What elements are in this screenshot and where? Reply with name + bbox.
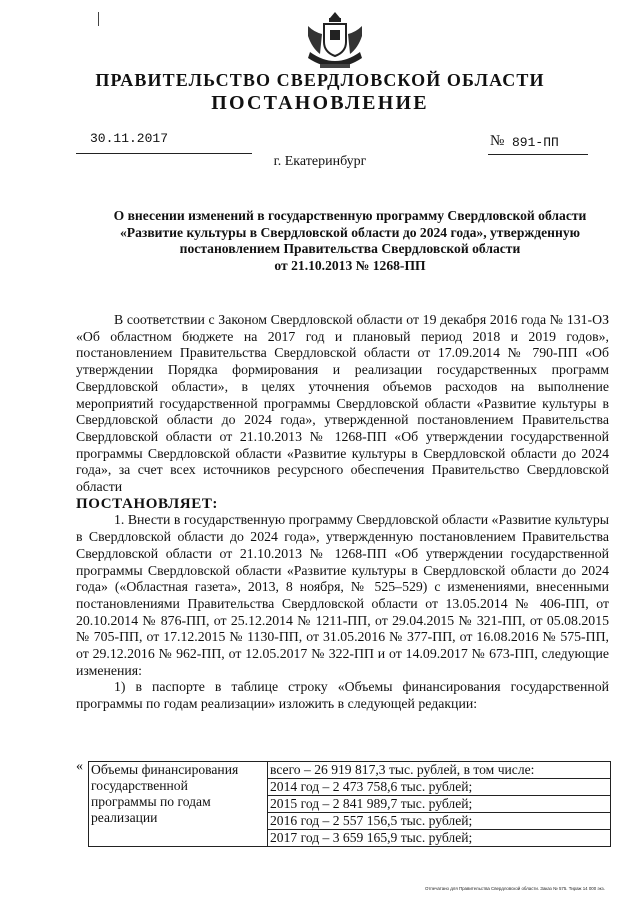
financing-year-cell: 2017 год – 3 659 165,9 тыс. рублей;: [268, 830, 611, 847]
resolves-heading: ПОСТАНОВЛЯЕТ:: [76, 495, 219, 512]
document-date: 30.11.2017: [90, 131, 169, 146]
document-number: 891-ПП: [512, 135, 559, 150]
government-name: ПРАВИТЕЛЬСТВО СВЕРДЛОВСКОЙ ОБЛАСТИ: [95, 70, 545, 90]
financing-year-cell: 2015 год – 2 841 989,7 тыс. рублей;: [268, 796, 611, 813]
financing-total-cell: всего – 26 919 817,3 тыс. рублей, в том числе:: [268, 762, 611, 779]
financing-label-cell: [89, 762, 268, 847]
coat-of-arms-icon: [300, 8, 370, 72]
financing-year-cell: 2016 год – 2 557 156,5 тыс. рублей;: [268, 813, 611, 830]
title-line: постановлением Правительства Свердловской области: [179, 241, 521, 256]
opening-quote: «: [76, 759, 83, 774]
table-row: [89, 762, 611, 779]
number-sign: №: [490, 133, 505, 149]
city: г. Екатеринбург: [273, 154, 367, 169]
print-note: Отпечатано для Правительства Свердловской области. Заказ № 575. Тираж 14 000 экз.: [425, 886, 605, 891]
label-line: реализации: [91, 810, 158, 825]
item-1-1-paragraph: 1) в паспорте в таблице строку «Объемы финансирования государственной программы по годам реализации» изложить в следующей редакции:: [76, 679, 609, 712]
document-type: ПОСТАНОВЛЕНИЕ: [211, 92, 429, 114]
financing-year-cell: 2014 год – 2 473 758,6 тыс. рублей;: [268, 779, 611, 796]
document-body: [76, 312, 609, 713]
preamble-paragraph: В соответствии с Законом Свердловской области от 19 декабря 2016 года № 131-ОЗ «Об областном бюджете на 2017 год и плановый период 2018 и 2019 годов», постановлением Правительства Свердловской области от 17.09.2014 № 790-ПП «Об утверждении Порядка формирования и реализации государственных программ Свердловской области», в целях уточнения объемов расходов на выполнение мероприятий государственной программы Свердловской области «Развитие культуры в Свердловской области до 2024 года», утвержденной постановлением Правительства Свердловской области от 21.10.2013 № 1268-ПП «Об утверждении государственной программы Свердловской области «Развитие культуры в Свердловской области до 2024 года», за счет всех источников ресурсного обеспечения Правительство Свердловской области: [76, 312, 609, 495]
title-line: от 21.10.2013 № 1268-ПП: [274, 257, 426, 273]
label-line: Объемы финансирования: [91, 762, 239, 777]
margin-tick: [98, 12, 99, 26]
title-line: О внесении изменений в государственную программу Свердловской области: [113, 208, 587, 223]
title-line: «Развитие культуры в Свердловской области до 2024 года», утвержденную: [119, 224, 581, 240]
label-line: государственной: [91, 778, 188, 793]
label-line: программы по годам: [91, 794, 211, 809]
document-title: [60, 208, 640, 274]
item-1-paragraph: 1. Внести в государственную программу Свердловской области «Развитие культуры в Свердловской области до 2024 года», утвержденную постановлением Правительства Свердловской области от 21.10.2013 № 1268-ПП «Об утверждении государственной программы Свердловской области «Развитие культуры в Свердловской области до 2024 года» («Областная газета», 2013, 8 ноября, № 525–529) с изменениями, внесенными постановлениями Правительства Свердловской области от 13.05.2014 № 406-ПП, от 20.10.2014 № 876-ПП, от 25.12.2014 № 1211-ПП, от 29.04.2015 № 321-ПП, от 05.08.2015 № 705-ПП, от 17.12.2015 № 1130-ПП, от 31.05.2016 № 377-ПП, от 16.08.2016 № 575-ПП, от 29.12.2016 № 962-ПП, от 12.05.2017 № 322-ПП и от 14.09.2017 № 673-ПП, следующие изменения:: [76, 512, 609, 678]
financing-table: [88, 761, 611, 847]
